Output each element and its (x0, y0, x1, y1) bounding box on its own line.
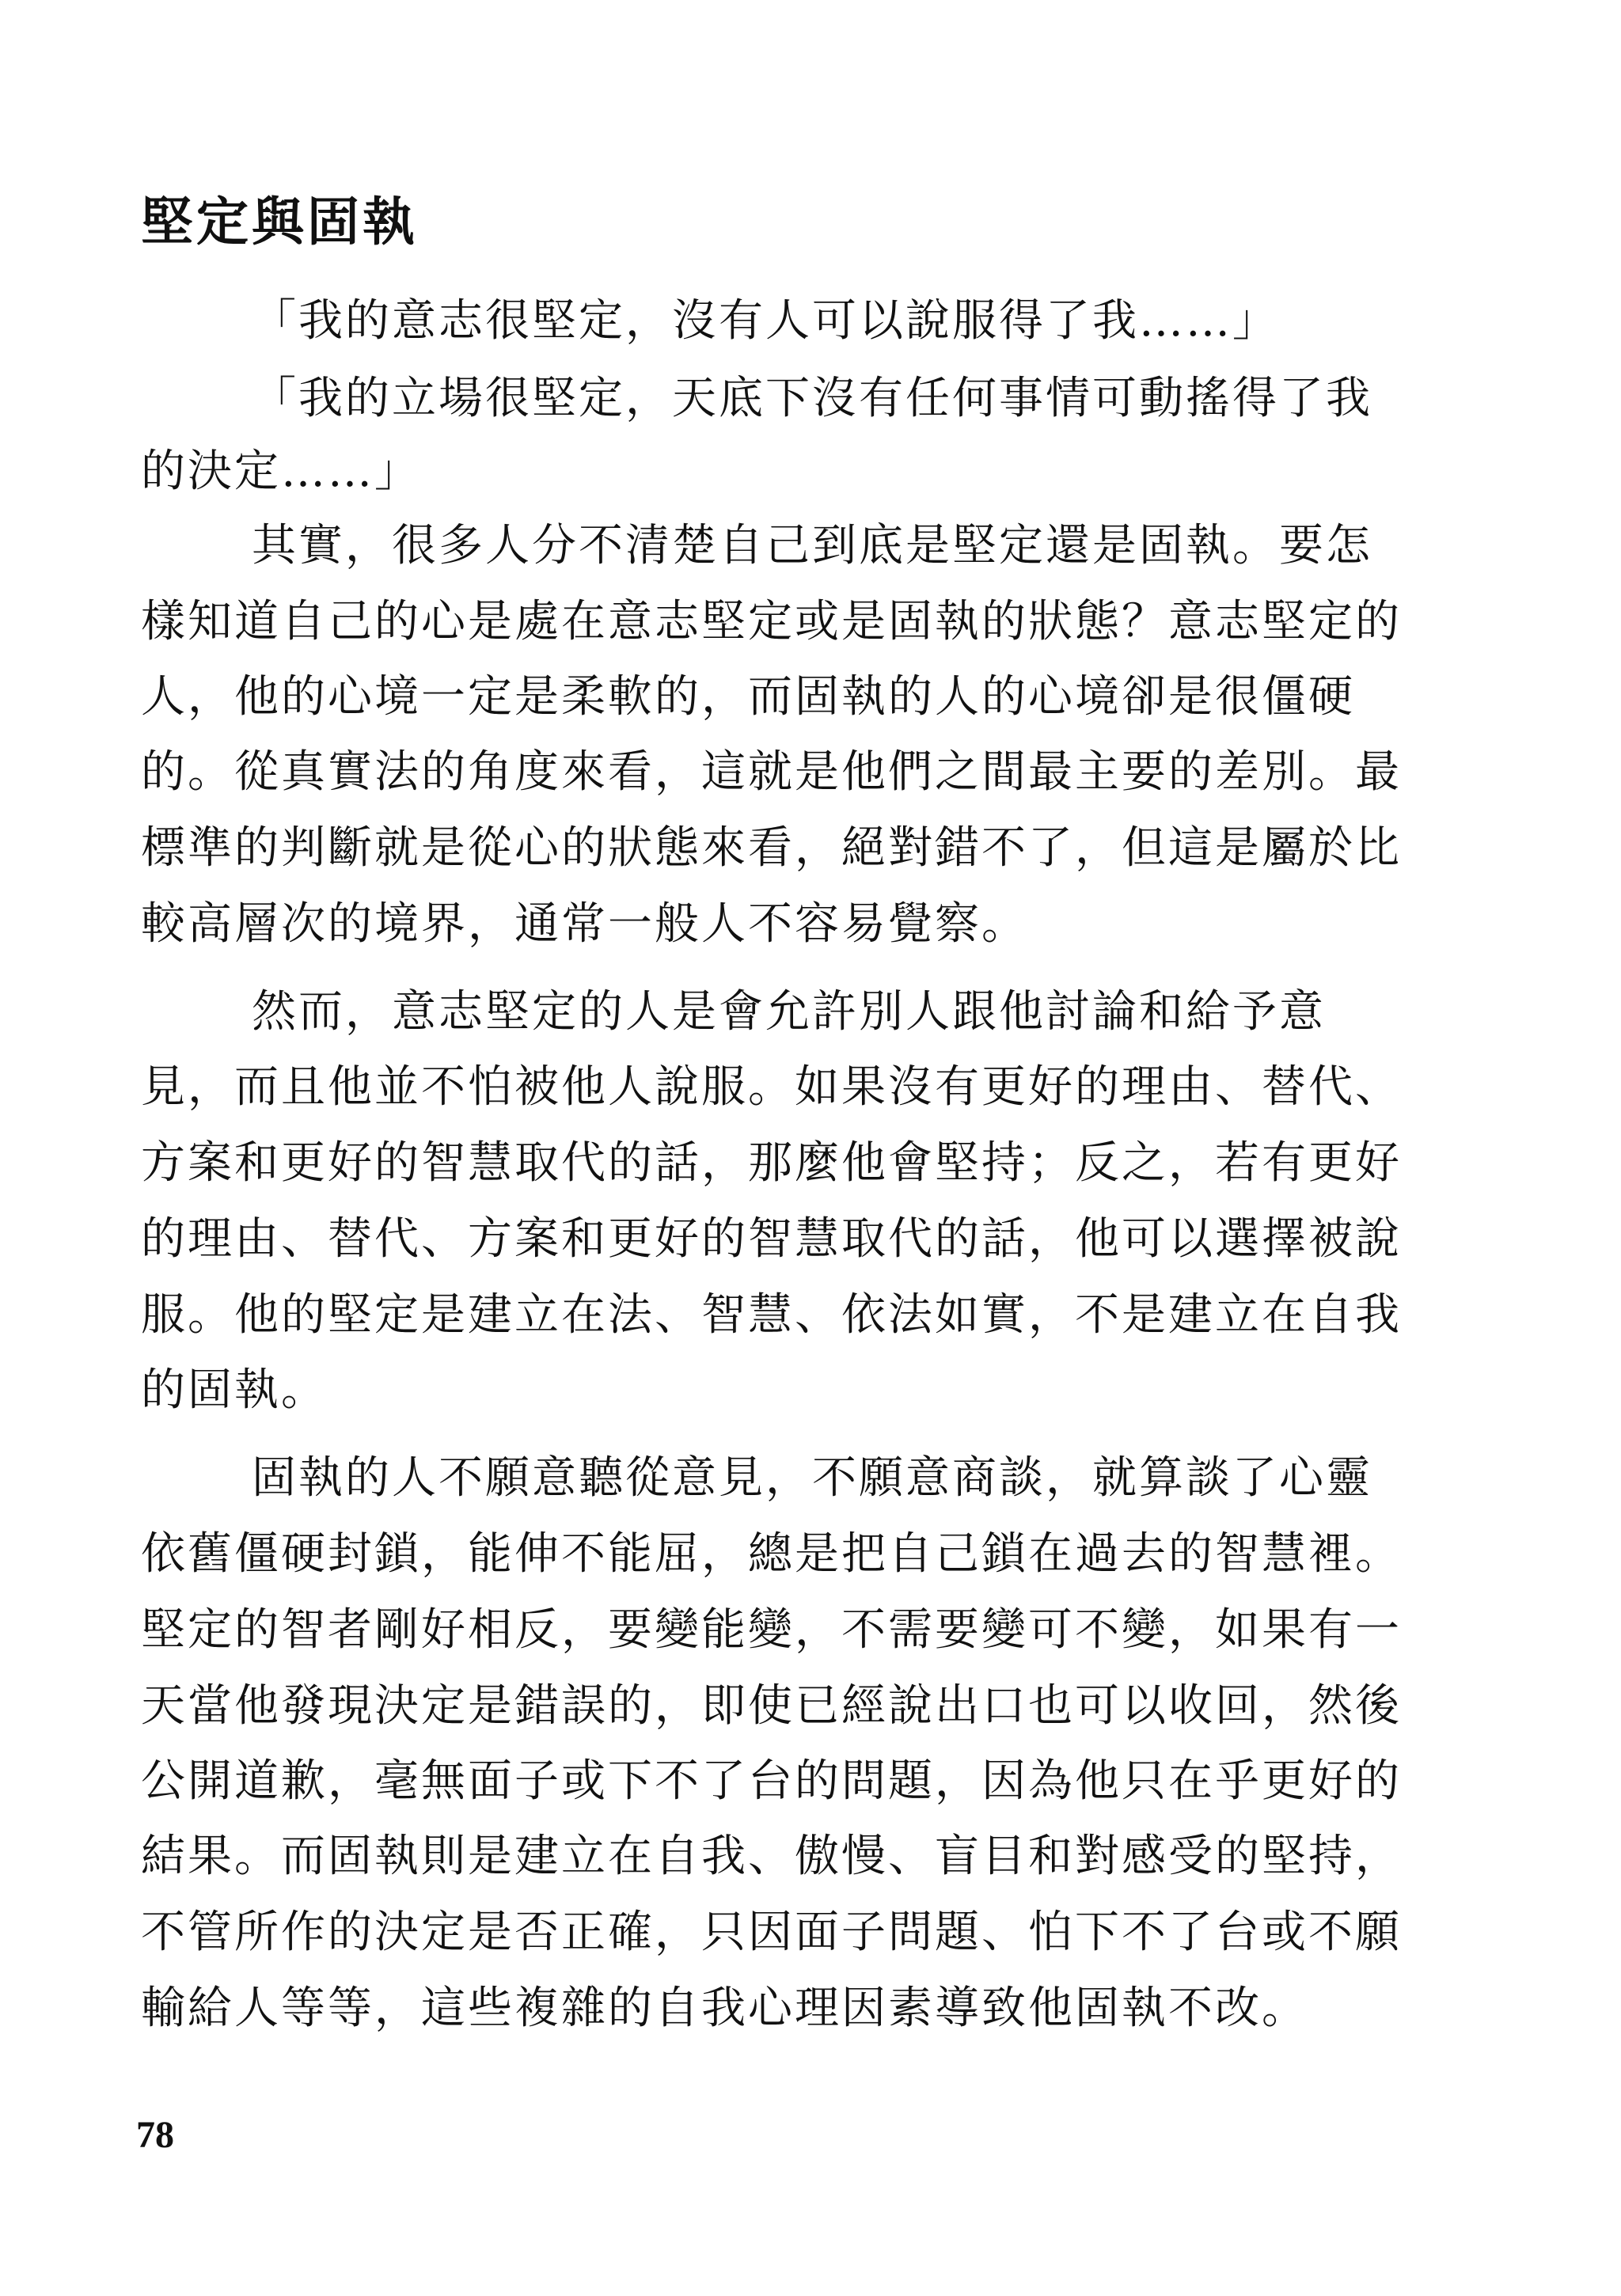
text-line: 結果。而固執則是建立在自我、傲慢、盲目和對感受的堅持， (141, 1831, 1402, 1882)
text-line: 的固執。 (141, 1364, 328, 1416)
text-line: 樣知道自己的心是處在意志堅定或是固執的狀態？意志堅定的 (141, 596, 1402, 647)
text-line: 的決定……」 (141, 446, 421, 497)
text-line: 較高層次的境界，通常一般人不容易覺察。 (141, 898, 1028, 950)
text-line: 堅定的智者剛好相反，要變能變，不需要變可不變，如果有一 (141, 1604, 1402, 1656)
text-line: 標準的判斷就是從心的狀態來看，絕對錯不了，但這是屬於比 (141, 822, 1402, 874)
text-line: 依舊僵硬封鎖，能伸不能屈，總是把自己鎖在過去的智慧裡。 (141, 1528, 1402, 1580)
text-line: 然而，意志堅定的人是會允許別人跟他討論和給予意 (252, 986, 1326, 1038)
text-line: 的。從真實法的角度來看，這就是他們之間最主要的差別。最 (141, 746, 1402, 798)
text-line: 的理由、替代、方案和更好的智慧取代的話，他可以選擇被說 (141, 1213, 1402, 1265)
text-line: 固執的人不願意聽從意見，不願意商談，就算談了心靈 (252, 1452, 1372, 1504)
text-line: 天當他發現決定是錯誤的，即使已經說出口也可以收回，然後 (141, 1680, 1402, 1732)
text-line: 人，他的心境一定是柔軟的，而固執的人的心境卻是很僵硬 (141, 671, 1355, 723)
text-line: 其實，很多人分不清楚自己到底是堅定還是固執。要怎 (252, 520, 1372, 571)
text-line: 不管所作的決定是否正確，只因面子問題、怕下不了台或不願 (141, 1907, 1402, 1958)
text-line: 「我的意志很堅定，沒有人可以說服得了我……」 (252, 295, 1279, 347)
text-line: 方案和更好的智慧取代的話，那麼他會堅持；反之，若有更好 (141, 1137, 1402, 1189)
text-line: 見，而且他並不怕被他人說服。如果沒有更好的理由、替代、 (141, 1061, 1402, 1113)
text-line: 輸給人等等，這些複雜的自我心理因素導致他固執不改。 (141, 1983, 1308, 2034)
text-line: 公開道歉，毫無面子或下不了台的問題，因為他只在乎更好的 (141, 1755, 1402, 1807)
page-title: 堅定與固執 (141, 191, 418, 252)
text-line: 「我的立場很堅定，天底下沒有任何事情可動搖得了我 (252, 373, 1372, 424)
text-line: 服。他的堅定是建立在法、智慧、依法如實，不是建立在自我 (141, 1289, 1402, 1341)
page-number: 78 (136, 2114, 174, 2156)
